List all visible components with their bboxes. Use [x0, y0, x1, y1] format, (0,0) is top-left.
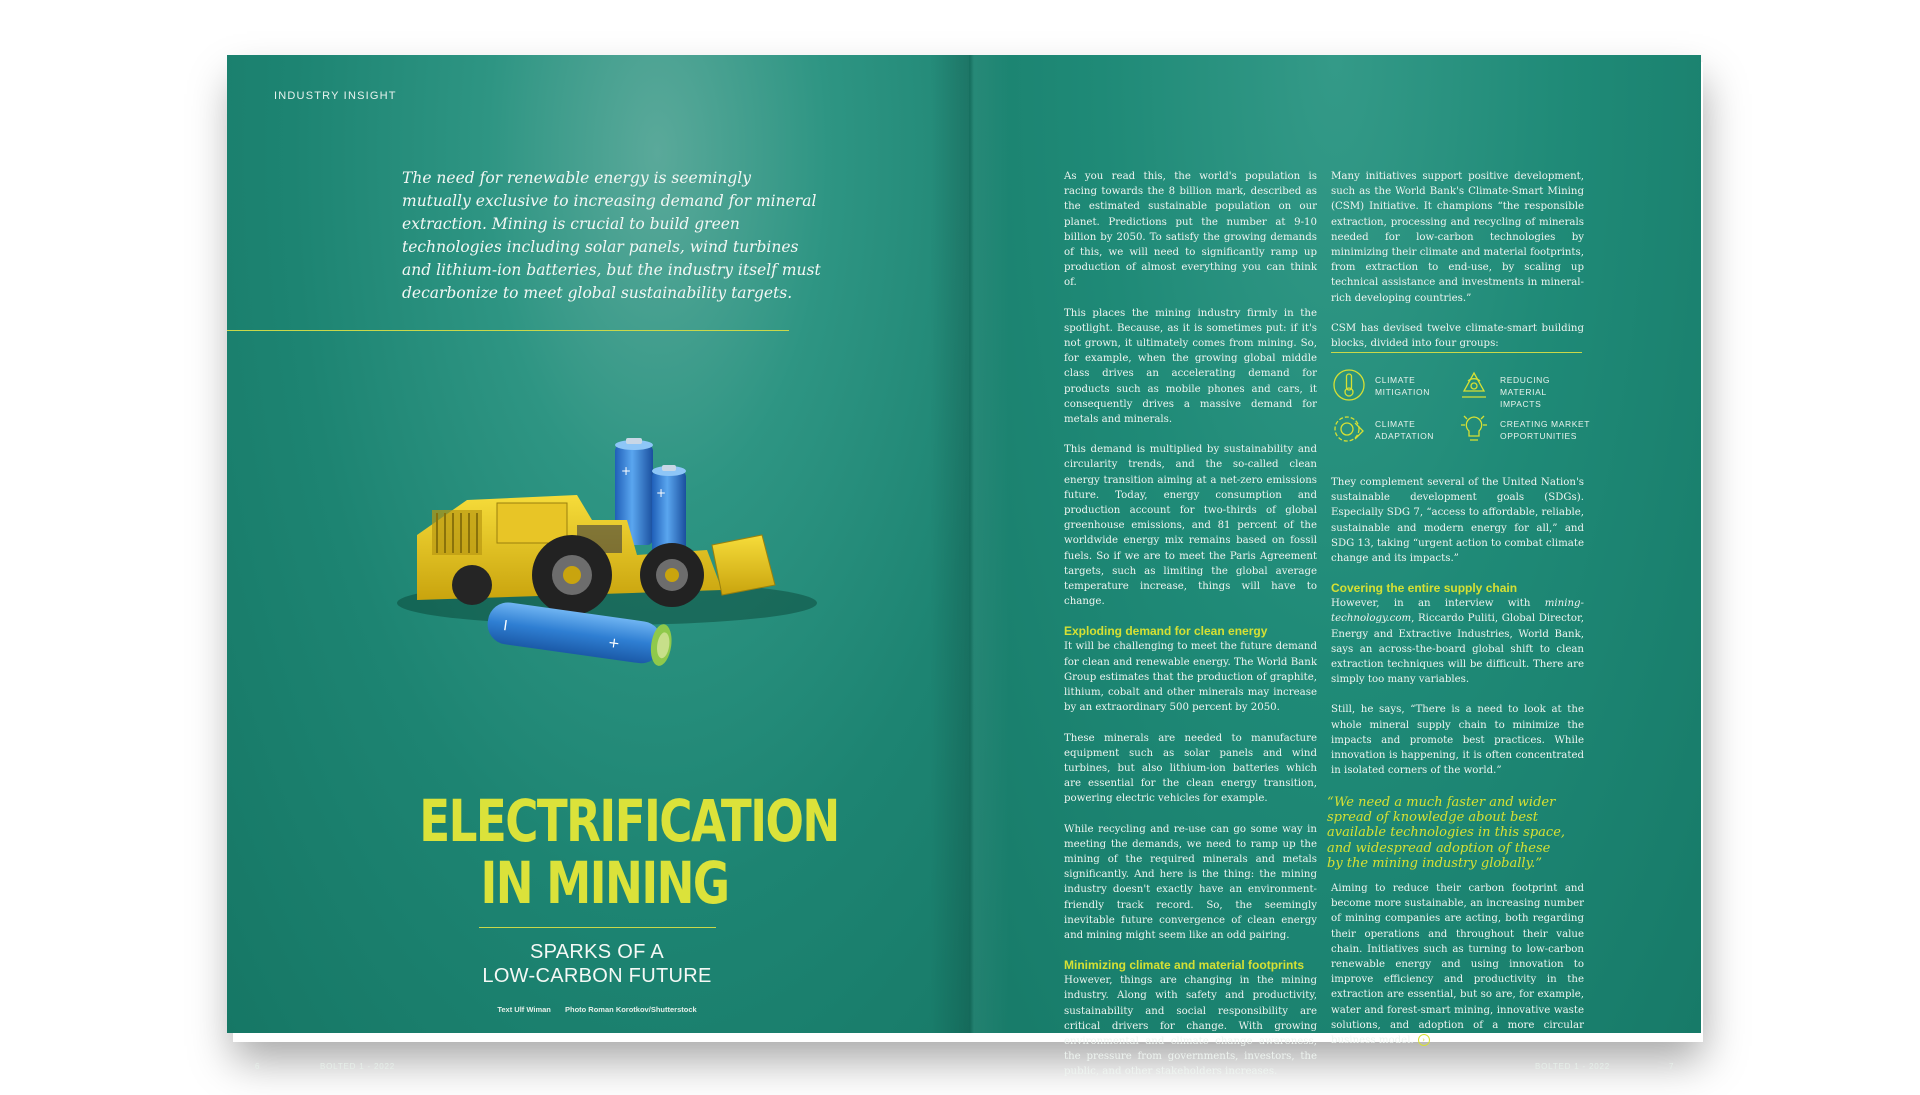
subhead-line-1: SPARKS OF A — [529, 941, 665, 963]
group-climate-adaptation — [1331, 411, 1461, 447]
body-column-2-continued — [1331, 475, 1584, 793]
paragraph: Still, he says, “There is a need to look at the whole mineral supply chain to minimize the impacts and promote best practices. While innovation is happening, it is often concentrated in isolated corners of the world.” — [1331, 704, 1584, 777]
intro-divider — [227, 330, 789, 331]
quote-line: available technologies in this space, — [1327, 825, 1566, 841]
section-heading: Exploding demand for clean energy — [1064, 624, 1268, 639]
source-name: mining-technology.com — [1331, 598, 1584, 625]
body-column-2-closing — [1331, 881, 1584, 1063]
intro-paragraph: The need for renewable energy is seemingly mutually exclusive to increasing demand for mineral extraction. Mining is crucial to build green technologies including solar panels, wind turbines and lithium-ion batteries, but the industry itself must decarbonize to meet global sustainability targets. — [402, 169, 821, 302]
photo-credit: Photo Roman Korotkov/Shutterstock — [564, 1005, 697, 1014]
body-column-2 — [1331, 169, 1584, 349]
group-label: CLIMATE ADAPTATION — [1375, 419, 1435, 441]
pull-quote — [1327, 795, 1577, 871]
paragraph: It will be challenging to meet the future demand for clean and renewable energy. The World Bank Group estimates that the production of graphite, lithium, cobalt and other minerals may increase by an extraordinary 500 percent by 2050. — [1064, 641, 1317, 714]
group-label: CREATING MARKET OPPORTUNITIES — [1500, 419, 1590, 441]
paragraph-lead: However, in an interview with — [1331, 598, 1545, 610]
csm-groups — [1331, 367, 1591, 447]
paragraph: This demand is multiplied by sustainability and circularity trends, and the so-called clean energy transition aiming at a net-zero emissions future. Today, energy consumption and production account for two-thirds of global greenhouse emissions, and 81 percent of the worldwide energy mix remains based on fossil fuels. So if we are to meet the Paris Agreement targets, such as limiting the global average temperature increase, things will have to change. — [1064, 444, 1317, 608]
group-label: REDUCING MATERIAL IMPACTS — [1500, 375, 1551, 409]
left-footer-title: BOLTED 1 - 2022 — [320, 1062, 395, 1071]
headline-divider — [479, 927, 716, 928]
thermometer-icon — [1331, 367, 1367, 403]
left-page — [227, 55, 969, 1071]
section-heading: Minimizing climate and material footprints — [1064, 958, 1305, 973]
paragraph-rest: , Riccardo Puliti, Global Director, Energy and Extractive Industries, World Bank, says an across-the-board global shift to clean extraction techniques will be difficult. There are simply too many variables. — [1331, 613, 1584, 686]
lightbulb-icon — [1456, 411, 1492, 447]
paragraph: Many initiatives support positive development, such as the World Bank's Climate-Smart Mining (CSM) Initiative. It champions “the responsible extraction, processing and recycling of minerals needed for low-carbon technologies by minimizing their climate and material footprints, from extraction to end-use, by scaling up technical assistance and investments in mineral-rich developing countries.” — [1331, 171, 1584, 304]
paragraph: As you read this, the world's population is racing towards the 8 billion mark, described as the estimated sustainable population on our planet. Predictions put the number at 9-10 billion by 2050. To satisfy the growing demands of this, we will need to significantly ramp up production of almost everything you can think of. — [1064, 171, 1317, 289]
recycle-icon — [1456, 367, 1492, 403]
paragraph: However, things are changing in the mining industry. Along with safety and productivity, sustainability and social responsibility are critical drivers for change. With growing environmental and climate change awareness, the pressure from governments, investors, the public, and other stakeholders increases. — [1064, 975, 1317, 1078]
right-footer-title: BOLTED 1 - 2022 — [1535, 1062, 1610, 1071]
quote-line: by the mining industry globally.” — [1327, 855, 1542, 871]
paragraph — [1331, 596, 1584, 687]
quote-line: spread of knowledge about best — [1327, 810, 1538, 826]
section-kicker: INDUSTRY INSIGHT — [274, 90, 397, 102]
group-creating-market-opportunities — [1456, 411, 1590, 447]
group-label: CLIMATE MITIGATION — [1375, 375, 1430, 397]
gear-globe-icon — [1331, 411, 1367, 447]
article-credits — [427, 1005, 767, 1014]
paragraph: While recycling and re-use can go some way in meeting the demands, we need to ramp up the mining of the required minerals and metals significantly. And here is the thing: the mining industry doesn't exactly have an environment-friendly track record. So, the seemingly inevitable future convergence of clean energy and mining might seem like an odd pairing. — [1064, 823, 1317, 941]
paragraph: These minerals are needed to manufacture equipment such as solar panels and wind turbines, but also lithium-ion batteries which are essential for the clean energy transition, powering electric vehicles for example. — [1064, 732, 1317, 805]
headline-line-1: ELECTRIFICATION — [419, 787, 839, 855]
svg-text:+: + — [621, 464, 632, 478]
group-reducing-material-impacts — [1456, 367, 1586, 409]
headline-line-2: IN MINING — [480, 849, 729, 917]
body-column-1 — [1064, 169, 1317, 1095]
group-climate-mitigation — [1331, 367, 1461, 403]
subhead-line-2: LOW-CARBON FUTURE — [482, 965, 712, 987]
left-page-number: 6 — [255, 1062, 261, 1071]
article-subhead — [427, 940, 767, 988]
right-page — [969, 55, 1701, 1078]
svg-text:I: I — [502, 617, 509, 635]
paragraph: This places the mining industry firmly in the spotlight. Because, as it is sometimes put: if it's not grown, it ultimately comes from mining. So, for example, when the growing global middle class drives an accelerating demand for products such as mobile phones and cars, it consequently drives a massive demand for metals and minerals. — [1064, 307, 1317, 426]
svg-text:+: + — [656, 486, 667, 500]
mining-loader-battery-illustration — [377, 385, 817, 715]
paragraph: They complement several of the United Nation's sustainable development goals (SDGs). Especially SDG 7, “access to affordable, reliable, sustainable and modern energy for all,” and SDG 13, taking “urgent action to combat climate change and its impacts.” — [1331, 477, 1585, 565]
closing-paragraph-text: Aiming to reduce their carbon footprint and become more sustainable, an increasing number of mining companies are acting, both regarding their operations and throughout their value chain. Initiatives such as turning to low-carbon renewable energy and using innovation to improve efficiency and productivity in the extraction are essential, but so are, for example, water and forest-smart mining, innovative waste solutions, and adoption of a more circular business model. — [1331, 883, 1584, 1047]
text-credit: Text Ulf Wiman — [497, 1005, 551, 1014]
paragraph: CSM has devised twelve climate-smart building blocks, divided into four groups: — [1331, 322, 1584, 350]
quote-line: “We need a much faster and wider — [1327, 795, 1556, 810]
paragraph — [1331, 881, 1584, 1048]
right-page-number: 7 — [1669, 1062, 1675, 1071]
continue-arrow-icon: › — [1418, 1034, 1430, 1046]
article-headline — [419, 787, 839, 917]
groups-divider — [1331, 352, 1582, 353]
quote-line: and widespread adoption of these — [1327, 840, 1551, 856]
section-heading: Covering the entire supply chain — [1331, 581, 1518, 596]
svg-text:+: + — [606, 634, 621, 653]
